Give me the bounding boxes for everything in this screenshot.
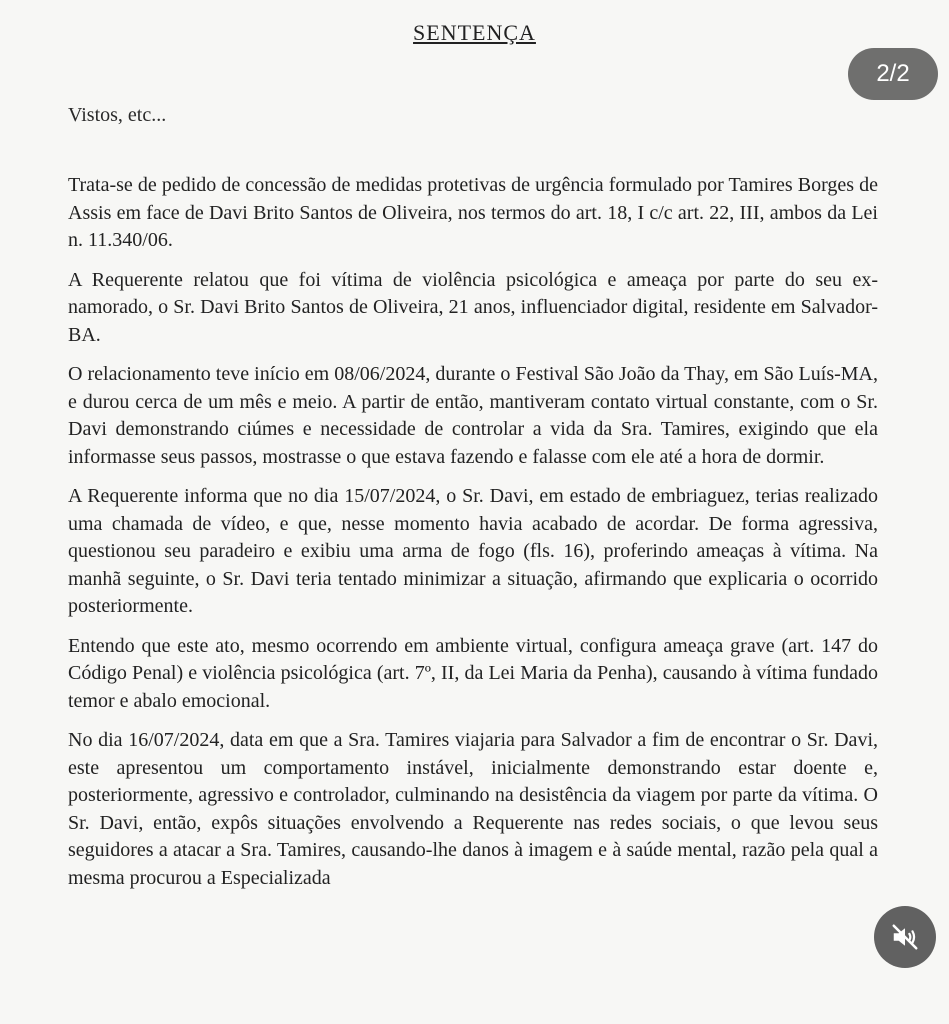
document-body bbox=[68, 172, 878, 904]
paragraph: A Requerente relatou que foi vítima de violência psicológica e ameaça por parte do seu ex-namorado, o Sr. Davi Brito Santos de Oliveira, 21 anos, influenciador digital, residente em Salvador-BA. bbox=[68, 268, 878, 346]
paragraph: No dia 16/07/2024, data em que a Sra. Tamires viajaria para Salvador a fim de encontrar o Sr. Davi, este apresentou um comportamento instável, inicialmente demonstrando estar doente e, posteriormente, agressivo e controlador, culminando na desistência da viagem por parte da vítima. O Sr. Davi, então, expôs situações envolvendo a Requerente nas redes sociais, o que levou seus seguidores a atacar a Sra. Tamires, causando-lhe danos à imagem e à saúde mental, razão pela qual a mesma procurou a Especializada bbox=[68, 729, 878, 889]
paragraph: A Requerente informa que no dia 15/07/2024, o Sr. Davi, em estado de embriaguez, terias realizado uma chamada de vídeo, e que, nesse momento havia acabado de acordar. De forma agressiva, questionou seu paradeiro e exibiu uma arma de fogo (fls. 16), proferindo ameaças à vítima. Na manhã seguinte, o Sr. Davi teria tentado minimizar a situação, afirmando que explicaria o ocorrido posteriormente. bbox=[68, 485, 878, 617]
document-title: SENTENÇA bbox=[413, 20, 536, 45]
speaker-muted-icon bbox=[890, 922, 920, 952]
page-indicator-badge: 2/2 bbox=[848, 48, 938, 100]
paragraph: Entendo que este ato, mesmo ocorrendo em ambiente virtual, configura ameaça grave (art. 147 do Código Penal) e violência psicológica (art. 7º, II, da Lei Maria da Penha), causando à vítima fundado temor e abalo emocional. bbox=[68, 634, 878, 712]
document-opening: Vistos, etc... bbox=[68, 104, 167, 126]
paragraph: Trata-se de pedido de concessão de medidas protetivas de urgência formulado por Tamires Borges de Assis em face de Davi Brito Santos de Oliveira, nos termos do art. 18, I c/c art. 22, III, ambos da Lei n. 11.340/06. bbox=[68, 174, 878, 251]
mute-button[interactable] bbox=[874, 906, 936, 968]
paragraph: O relacionamento teve início em 08/06/2024, durante o Festival São João da Thay, em São Luís-MA, e durou cerca de um mês e meio. A partir de então, mantiveram contato virtual constante, com o Sr. Davi demonstrando ciúmes e necessidade de controlar a vida da Sra. Tamires, exigindo que ela informasse seus passos, mostrasse o que estava fazendo e falasse com ele até a hora de dormir. bbox=[68, 363, 878, 468]
